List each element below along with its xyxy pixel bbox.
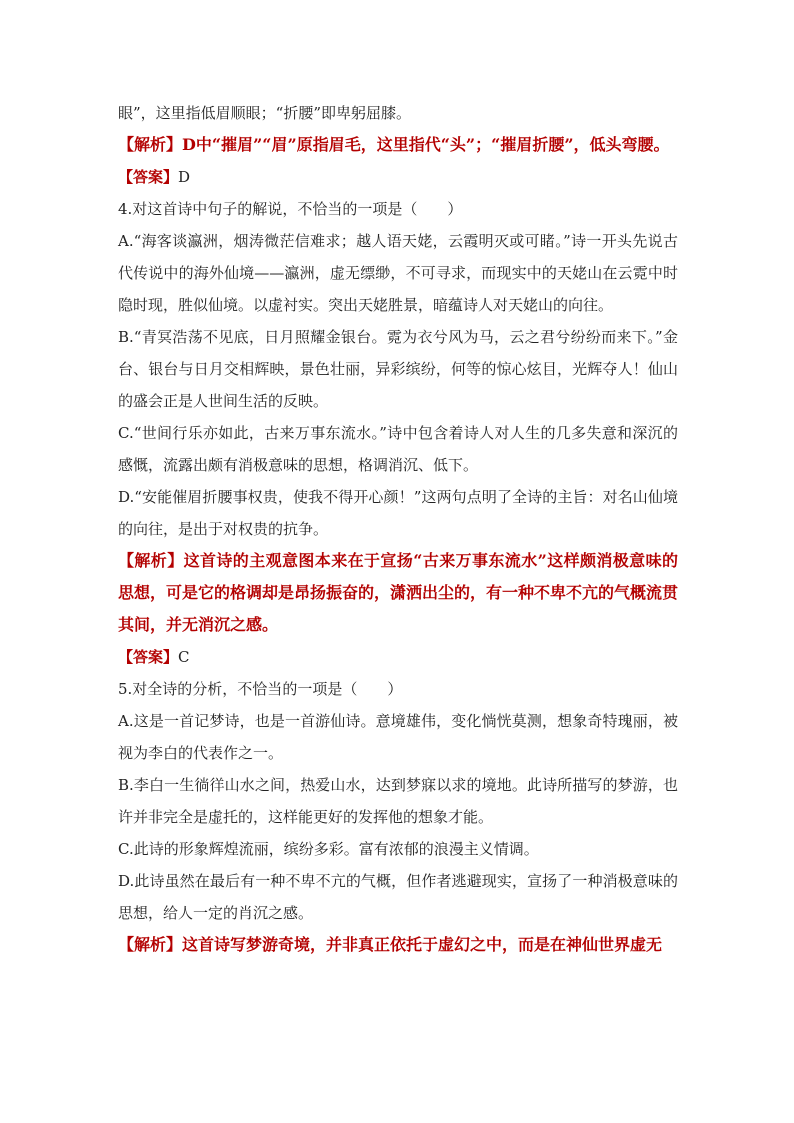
- text-line: 眼”，这里指低眉顺眼；“折腰”即卑躬屈膝。: [118, 104, 412, 122]
- option-5b: B.李白一生徜徉山水之间，热爱山水，达到梦寐以求的境地。此诗所描写的梦游，也许并非完全是虚托的，这样能更好的发挥他的想象才能。: [118, 776, 678, 826]
- option-4d: D.“安能催眉折腰事权贵，使我不得开心颜！”这两句点明了全诗的主旨：对名山仙境的向往，是出于对权贵的抗争。: [118, 488, 678, 538]
- option-4a: A.“海客谈瀛洲，烟涛微茫信难求；越人语天姥，云霞明灭或可睹。”诗一开头先说古代传说中的海外仙境——瀛洲，虚无缥缈，不可寻求，而现实中的天姥山在云霓中时隐时现，胜似仙境。以虚衬实。突出天姥胜景，暗蕴诗人对天姥山的向往。: [118, 232, 678, 314]
- option-5d: D.此诗虽然在最后有一种不卑不亢的气概，但作者逃避现实，宣扬了一种消极意味的思想，给人一定的肖沉之感。: [118, 872, 678, 922]
- analysis-q3: [118, 129, 678, 161]
- document-body: [118, 97, 678, 961]
- analysis-text: D中“摧眉”“眉”原指眉毛，这里指代“头”；“摧眉折腰”，低头弯腰。: [182, 135, 670, 154]
- question-4: 4.对这首诗中句子的解说，不恰当的一项是（ ）: [118, 200, 463, 218]
- option-4b: B.“青冥浩荡不见底，日月照耀金银台。霓为衣兮风为马，云之君兮纷纷而来下。”金台、银台与日月交相辉映，景色壮丽，异彩缤纷，何等的惊心炫目，光辉夺人！仙山的盛会正是人世间生活的反映。: [118, 328, 678, 410]
- analysis-tag: 【解析】: [118, 935, 183, 954]
- answer-tag: 【答案】: [118, 648, 179, 666]
- analysis-text: 这首诗写梦游奇境，并非真正依托于虚幻之中，而是在神仙世界虚无: [182, 935, 663, 954]
- question-5: 5.对全诗的分析，不恰当的一项是（ ）: [118, 680, 403, 698]
- answer-value: D: [178, 168, 191, 186]
- analysis-q4: [118, 545, 678, 641]
- analysis-text: 这首诗的主观意图本来在于宣扬“古来万事东流水”这样颇消极意味的思想，可是它的格调却是昂扬振奋的，潇洒出尘的，有一种不卑不亢的气概流贯其间，并无消沉之感。: [118, 551, 679, 634]
- option-5a: A.这是一首记梦诗，也是一首游仙诗。意境雄伟，变化惝恍莫测，想象奇特瑰丽，被视为李白的代表作之一。: [118, 712, 678, 762]
- answer-value: C: [178, 648, 190, 666]
- analysis-tag: 【解析】: [118, 551, 184, 570]
- option-4c: C.“世间行乐亦如此，古来万事东流水。”诗中包含着诗人对人生的几多失意和深沉的感慨，流露出颇有消极意味的思想，格调消沉、低下。: [118, 424, 678, 474]
- option-5c: C.此诗的形象辉煌流丽，缤纷多彩。富有浓郁的浪漫主义情调。: [118, 840, 539, 858]
- answer-tag: 【答案】: [118, 168, 179, 186]
- analysis-tag: 【解析】: [118, 135, 183, 154]
- answer-q3: [118, 161, 678, 193]
- analysis-q5: [118, 929, 678, 961]
- answer-q4: [118, 641, 678, 673]
